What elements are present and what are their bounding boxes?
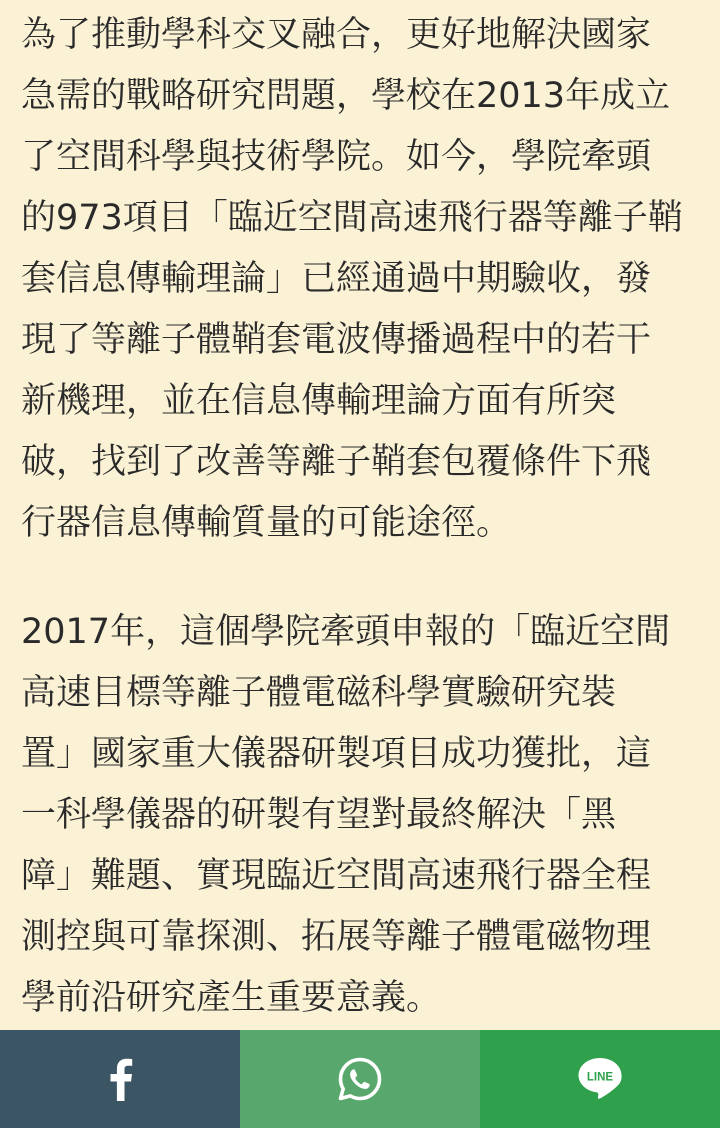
line-icon <box>576 1056 624 1102</box>
paragraph-line: 置」國家重大儀器研製項目成功獲批，這 <box>21 734 652 774</box>
paragraph-line: 學前沿研究產生重要意義。 <box>21 978 442 1018</box>
paragraph-line: 2017年，這個學院牽頭申報的「臨近空間 <box>21 612 671 652</box>
whatsapp-icon <box>337 1056 383 1102</box>
paragraph-line: 一科學儀器的研製有望對最終解決「黑 <box>21 795 617 835</box>
facebook-icon <box>105 1057 135 1101</box>
facebook-share-button[interactable] <box>0 1030 240 1128</box>
article-paragraph-2 <box>21 602 701 1029</box>
line-icon-label: LINE <box>586 1071 614 1084</box>
paragraph-line: 現了等離子體鞘套電波傳播過程中的若干 <box>21 320 652 360</box>
paragraph-line: 了空間科學與技術學院。如今，學院牽頭 <box>21 137 652 177</box>
paragraph-line: 破，找到了改善等離子鞘套包覆條件下飛 <box>21 442 652 482</box>
paragraph-line: 為了推動學科交叉融合，更好地解決國家 <box>21 15 652 55</box>
paragraph-line: 套信息傳輸理論」已經通過中期驗收，發 <box>21 259 652 299</box>
paragraph-line: 急需的戰略研究問題，學校在2013年成立 <box>21 76 671 116</box>
whatsapp-share-button[interactable] <box>240 1030 480 1128</box>
paragraph-line: 測控與可靠探測、拓展等離子體電磁物理 <box>21 917 652 957</box>
paragraph-line: 新機理，並在信息傳輸理論方面有所突 <box>21 381 617 421</box>
paragraph-line: 障」難題、實現臨近空間高速飛行器全程 <box>21 856 652 896</box>
line-share-button[interactable] <box>480 1030 720 1128</box>
paragraph-line: 的973項目「臨近空間高速飛行器等離子鞘 <box>21 198 683 238</box>
article-body <box>21 5 701 1029</box>
paragraph-line: 高速目標等離子體電磁科學實驗研究裝 <box>21 673 617 713</box>
article-paragraph-1 <box>21 5 701 554</box>
share-bar <box>0 1030 720 1128</box>
paragraph-line: 行器信息傳輸質量的可能途徑。 <box>21 503 512 543</box>
